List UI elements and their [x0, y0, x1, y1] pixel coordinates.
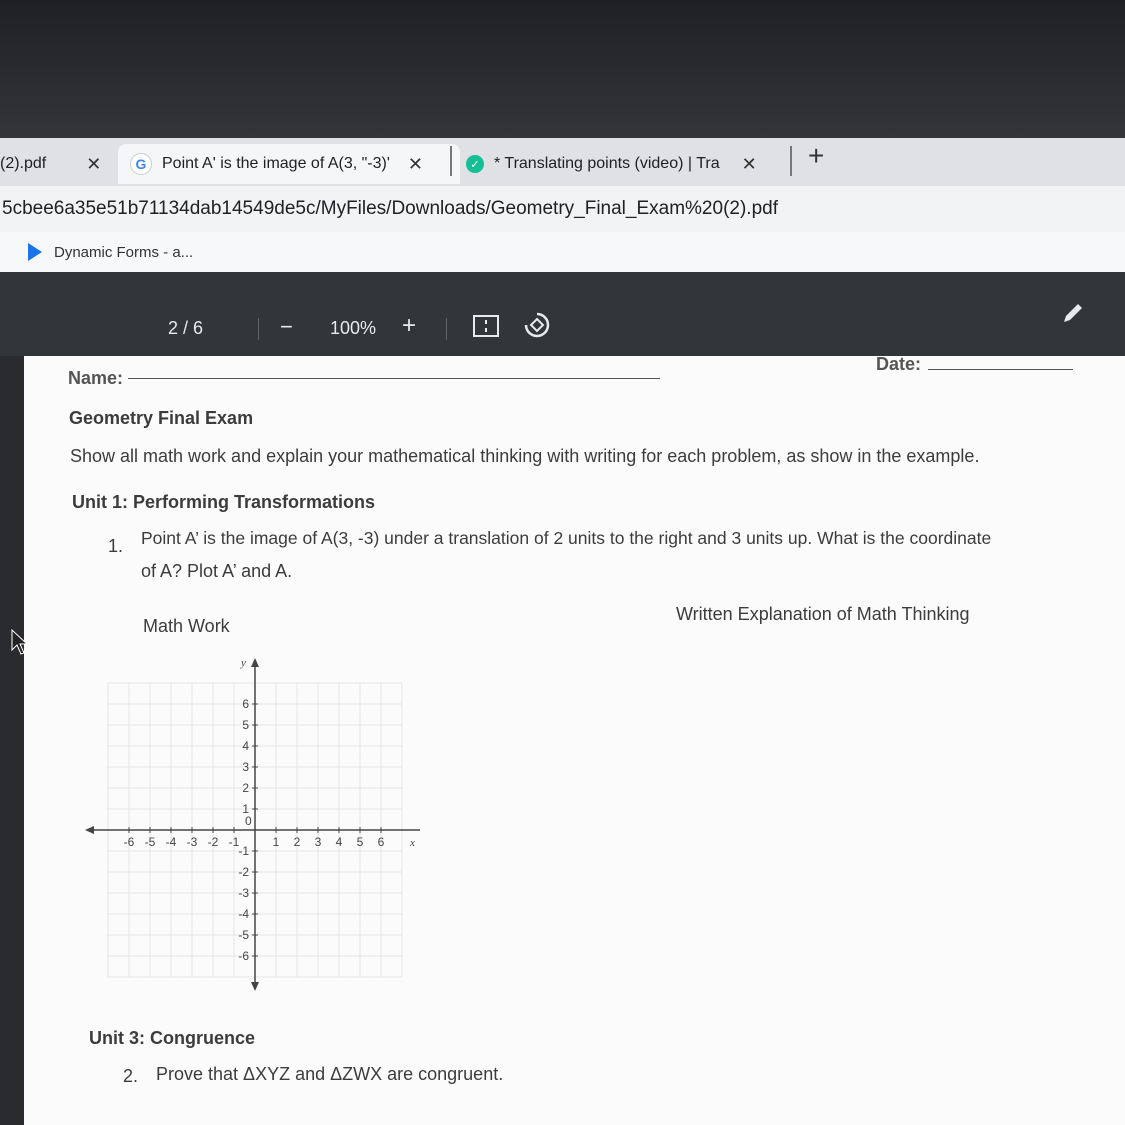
q1-text-continued: of A? Plot A’ and A. — [141, 561, 293, 581]
coordinate-grid — [80, 650, 430, 995]
mouse-pointer-icon — [10, 628, 28, 656]
close-icon[interactable]: ✕ — [741, 153, 757, 174]
q1-number: 1. — [108, 536, 124, 556]
y-tick-label: -4 — [238, 907, 249, 921]
x-axis-label: x — [410, 837, 415, 849]
unit3-heading: Unit 3: Congruence — [89, 1028, 256, 1048]
q2-number: 2. — [123, 1066, 139, 1086]
x-tick-label: -1 — [228, 835, 240, 849]
rotate-icon[interactable] — [522, 310, 552, 340]
x-tick-label: 2 — [293, 835, 301, 849]
tab-title: * Translating points (video) | Tra — [494, 155, 720, 172]
x-tick-label: 5 — [356, 835, 364, 849]
fit-page-icon[interactable] — [472, 314, 500, 338]
q2-text: Prove that ΔXYZ and ΔZWX are congruent. — [156, 1064, 504, 1084]
x-tick-label: -6 — [123, 835, 135, 849]
page-indicator[interactable]: 2 / 6 — [168, 318, 204, 338]
tab-google-search[interactable] — [118, 144, 460, 184]
x-axis-arrow — [85, 826, 94, 834]
tab-strip — [0, 138, 1125, 186]
y-tick-label: 5 — [242, 718, 249, 732]
date-label: Date: — [876, 354, 922, 374]
x-tick-label: -5 — [144, 835, 156, 849]
khan-academy-icon: ✓ — [466, 155, 484, 173]
x-tick-label: 3 — [314, 835, 322, 849]
monitor-bezel — [0, 0, 1125, 140]
y-axis-arrow — [251, 982, 259, 991]
pencil-icon[interactable] — [1058, 298, 1088, 328]
exam-title: Geometry Final Exam — [69, 408, 254, 428]
address-bar[interactable] — [0, 186, 1125, 232]
name-label: Name: — [68, 368, 124, 388]
x-tick-label: -2 — [207, 835, 219, 849]
name-line — [128, 378, 660, 379]
tab-separator — [790, 146, 792, 176]
origin-label: 0 — [245, 814, 252, 828]
unit1-heading: Unit 1: Performing Transformations — [72, 492, 376, 512]
y-tick-label: 1 — [242, 802, 249, 816]
dynamic-forms-icon — [28, 243, 42, 261]
google-icon: G — [130, 153, 152, 175]
tab-title: (2).pdf — [0, 155, 47, 172]
y-tick-label: -2 — [238, 865, 249, 879]
toolbar-separator — [258, 318, 259, 340]
toolbar-separator — [446, 318, 447, 340]
tab-title: Point A' is the image of A(3, "-3)' — [162, 155, 390, 172]
y-tick-label: -1 — [238, 844, 249, 858]
math-work-label: Math Work — [143, 616, 230, 636]
bookmark-label: Dynamic Forms - a... — [54, 243, 194, 261]
new-tab-button[interactable]: + — [808, 140, 825, 171]
instructions: Show all math work and explain your mathematical thinking with writing for each problem, as show in the example. — [70, 446, 980, 466]
close-icon[interactable]: ✕ — [407, 153, 423, 174]
zoom-in-button[interactable]: + — [402, 312, 417, 339]
date-line — [928, 369, 1073, 370]
pdf-toolbar — [0, 272, 1125, 356]
y-tick-label: -6 — [238, 949, 249, 963]
y-axis-label: y — [241, 657, 246, 669]
zoom-level[interactable]: 100% — [330, 318, 377, 338]
y-tick-label: 6 — [242, 697, 249, 711]
x-tick-label: 4 — [335, 835, 343, 849]
y-tick-label: -5 — [238, 928, 249, 942]
y-tick-label: 2 — [242, 781, 249, 795]
x-tick-label: 6 — [377, 835, 385, 849]
x-tick-label: -4 — [165, 835, 177, 849]
tab-pdf[interactable] — [0, 144, 110, 184]
q1-text: Point A’ is the image of A(3, -3) under a translation of 2 units to the right and 3 units up. What is the coordinate — [141, 528, 992, 548]
zoom-out-button[interactable]: − — [280, 314, 293, 339]
y-tick-label: 4 — [242, 739, 249, 753]
bookmarks-bar — [0, 232, 1125, 273]
y-tick-label: -3 — [238, 886, 249, 900]
y-axis-arrow — [251, 658, 259, 667]
close-icon[interactable]: ✕ — [86, 153, 102, 174]
x-tick-label: -3 — [186, 835, 198, 849]
url-text: 5cbee6a35e51b71134dab14549de5c/MyFiles/Downloads/Geometry_Final_Exam%20(2).pdf — [2, 198, 778, 219]
y-tick-label: 3 — [242, 760, 249, 774]
x-tick-label: 1 — [272, 835, 280, 849]
tab-khan-academy[interactable] — [466, 144, 786, 184]
tab-separator — [450, 146, 452, 176]
bookmark-dynamic-forms[interactable] — [28, 243, 193, 261]
written-explanation-label: Written Explanation of Math Thinking — [676, 604, 970, 624]
